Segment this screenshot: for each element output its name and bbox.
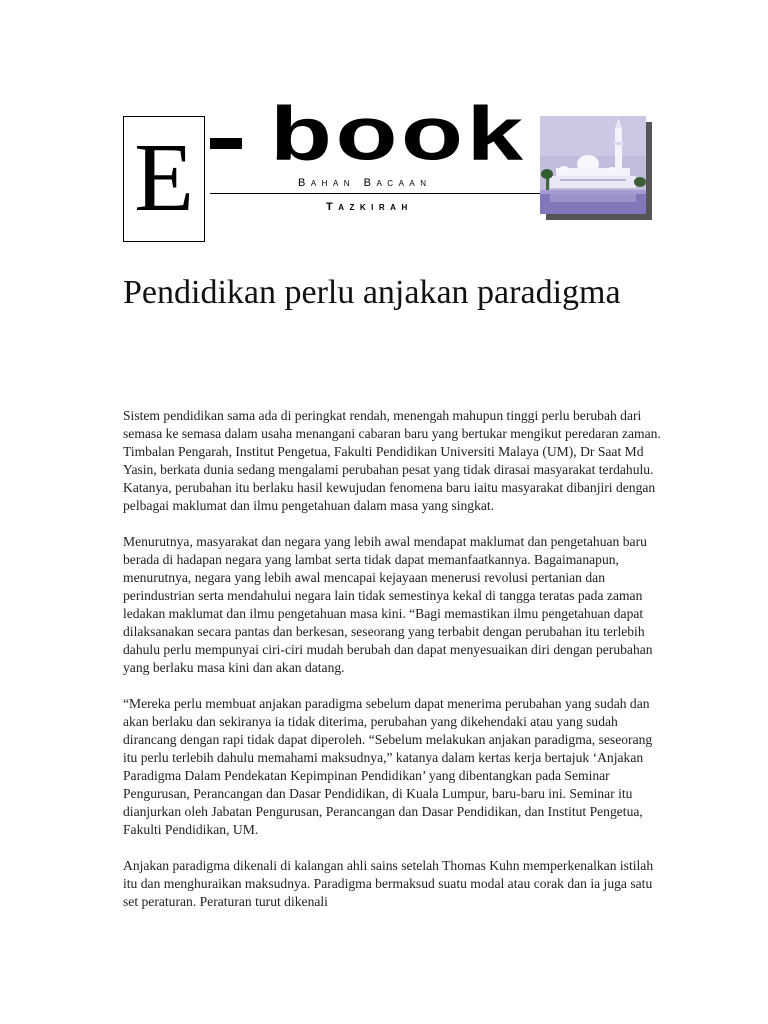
header-category bbox=[326, 201, 413, 213]
mosque-small-dome-left bbox=[559, 166, 569, 174]
article-paragraph: “Mereka perlu membuat anjakan paradigma sebelum dapat menerima perubahan yang sudah dan akan berlaku dan sekiranya ia tidak diterima, perubahan yang dikehendaki atau yang sudah dirancang dengan rapi tidak dapat diperoleh. “Sebelum melakukan anjakan paradigma, seseorang itu perlu terlebih dahulu memahami maksudnya,” katanya dalam kertas kerja bertajuk ‘Anjakan Paradigma Dalam Pendekatan Kepimpinan Pendidikan’ yang dibentangkan pada Seminar Pengurusan, Perancangan dan Dasar Pendidikan, di Kuala Lumpur, baru-baru ini. Seminar itu dianjurkan oleh Jabatan Pengurusan, Perancangan dan Dasar Pendidikan, dan Institut Pengetua, Fakulti Pendidikan, UM. bbox=[123, 696, 653, 837]
logo-dash bbox=[210, 138, 242, 149]
category-text: Tazkirah bbox=[326, 201, 413, 213]
article-paragraph: Sistem pendidikan sama ada di peringkat rendah, menengah mahupun tinggi perlu berubah dari semasa ke semasa dalam usaha menangani cabaran baru yang bertukar mengikut peredaran zaman. Timbalan Pengarah, Institut Pengetua, Fakulti Pendidikan Universiti Malaya (UM), Dr Saat Md Yasin, berkata dunia sedang mengalami perubahan pesat yang tidak dirasai masyarakat terdahulu. Katanya, perubahan itu berlaku hasil kewujudan fenomena baru iaitu masyarakat dibanjiri dengan pelbagai maklumat dan ilmu pengetahuan dalam masa yang singkat. bbox=[123, 408, 661, 513]
mosque-image bbox=[540, 116, 652, 220]
mosque-water-shine bbox=[540, 190, 646, 194]
mosque-arches bbox=[560, 179, 626, 181]
header-subtitle bbox=[298, 177, 432, 189]
mosque-tree-right-crown bbox=[634, 177, 646, 187]
article-paragraph: Anjakan paradigma dikenali di kalangan ahli sains setelah Thomas Kuhn memperkenalkan istilah itu dan menghuraikan maksudnya. Paradigma bermaksud suatu modal atau corak dan ia juga satu set peraturan. Peraturan turut dikenali bbox=[123, 858, 654, 909]
ebook-header bbox=[0, 0, 768, 250]
mosque-small-dome-right bbox=[607, 167, 617, 175]
article-body bbox=[123, 407, 663, 929]
mosque-reflection bbox=[550, 194, 636, 202]
logo-e-letter: E bbox=[134, 124, 194, 232]
mosque-upper-sky bbox=[540, 116, 646, 156]
logo-e-box bbox=[123, 116, 205, 242]
header-rule bbox=[210, 193, 546, 194]
mosque-minaret-balcony bbox=[613, 142, 624, 145]
mosque-tree-left-crown bbox=[541, 169, 553, 179]
article-title: Pendidikan perlu anjakan paradigma bbox=[123, 274, 621, 311]
logo-book-word: book bbox=[270, 91, 527, 177]
mosque-terrace bbox=[550, 176, 636, 188]
subtitle-text: Bahan Bacaan bbox=[298, 177, 432, 189]
article-paragraph: Menurutnya, masyarakat dan negara yang lebih awal mendapat maklumat dan pengetahuan baru berada di hadapan negara yang lambat serta tidak dapat memanfaatkannya. Bagaimanapun, menurutnya, negara yang lebih awal mencapai kejayaan menerusi revolusi pertanian dan perindustrian serta mendahului negara lain tidak semestinya kekal di tangga teratas pada zaman ledakan maklumat dan ilmu pengetahuan masa kini. “Bagi memastikan ilmu pengetahuan dapat dilaksanakan secara pantas dan berkesan, seseorang yang terbabit dengan perubahan itu terlebih dahulu perlu mempunyai ciri-ciri mudah berubah dan dapat menyesuaikan diri dengan perubahan yang berlaku masa kini dan akan datang. bbox=[123, 534, 653, 675]
